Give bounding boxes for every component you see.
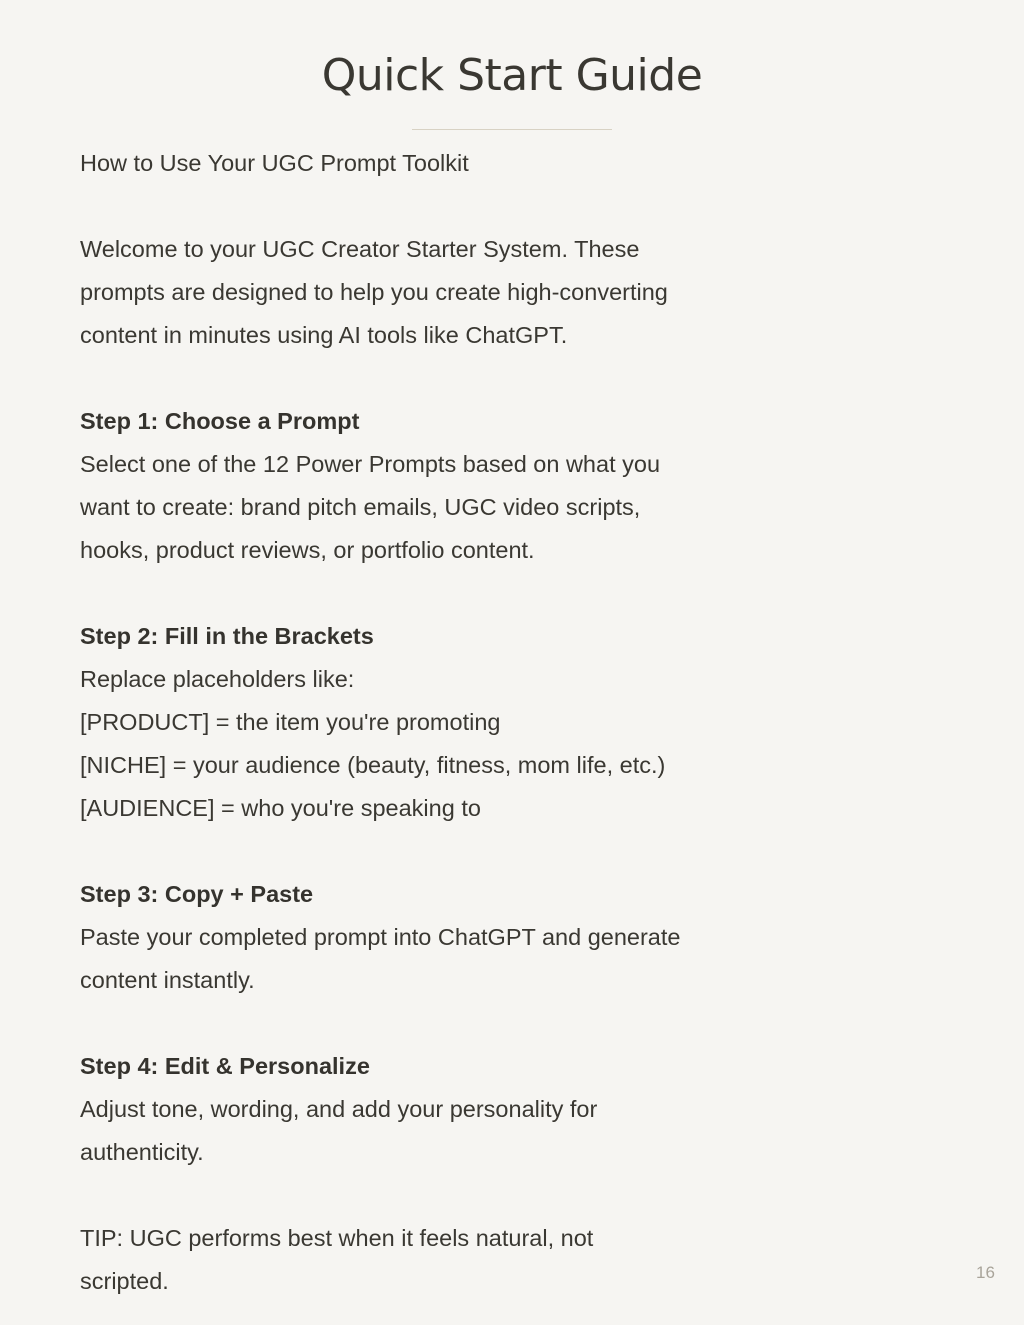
step-heading: Step 2: Fill in the Brackets (80, 623, 374, 649)
intro-paragraph (80, 228, 760, 357)
step-heading: Step 4: Edit & Personalize (80, 1053, 370, 1079)
step-line: content instantly. (80, 967, 255, 993)
step-line: want to create: brand pitch emails, UGC video scripts, (80, 494, 641, 520)
step-3 (80, 873, 760, 1002)
step-1 (80, 400, 760, 572)
tip-paragraph (80, 1217, 760, 1303)
page-title: Quick Start Guide (321, 50, 703, 101)
step-2 (80, 615, 760, 830)
step-line: [AUDIENCE] = who you're speaking to (80, 795, 481, 821)
guide-content (80, 142, 760, 1303)
step-line: authenticity. (80, 1139, 204, 1165)
tip-line: scripted. (80, 1268, 169, 1294)
spacer (80, 1002, 760, 1045)
step-heading: Step 3: Copy + Paste (80, 881, 314, 907)
step-line: Replace placeholders like: (80, 666, 355, 692)
spacer (80, 1174, 760, 1217)
tip-line: TIP: UGC performs best when it feels natural, not (80, 1225, 594, 1251)
intro-line: prompts are designed to help you create high-converting (80, 279, 668, 305)
subtitle: How to Use Your UGC Prompt Toolkit (80, 150, 469, 176)
title-divider (412, 129, 612, 130)
intro-line: Welcome to your UGC Creator Starter System. These (80, 236, 640, 262)
spacer (80, 830, 760, 873)
step-line: hooks, product reviews, or portfolio content. (80, 537, 535, 563)
step-4 (80, 1045, 760, 1174)
step-heading: Step 1: Choose a Prompt (80, 408, 360, 434)
spacer (80, 185, 760, 228)
step-line: Paste your completed prompt into ChatGPT and generate (80, 924, 681, 950)
page-number: 16 (976, 1263, 995, 1282)
step-line: [PRODUCT] = the item you're promoting (80, 709, 501, 735)
intro-line: content in minutes using AI tools like ChatGPT. (80, 322, 568, 348)
step-line: Adjust tone, wording, and add your personality for (80, 1096, 598, 1122)
spacer (80, 572, 760, 615)
step-line: Select one of the 12 Power Prompts based on what you (80, 451, 661, 477)
spacer (80, 357, 760, 400)
step-line: [NICHE] = your audience (beauty, fitness, mom life, etc.) (80, 752, 666, 778)
